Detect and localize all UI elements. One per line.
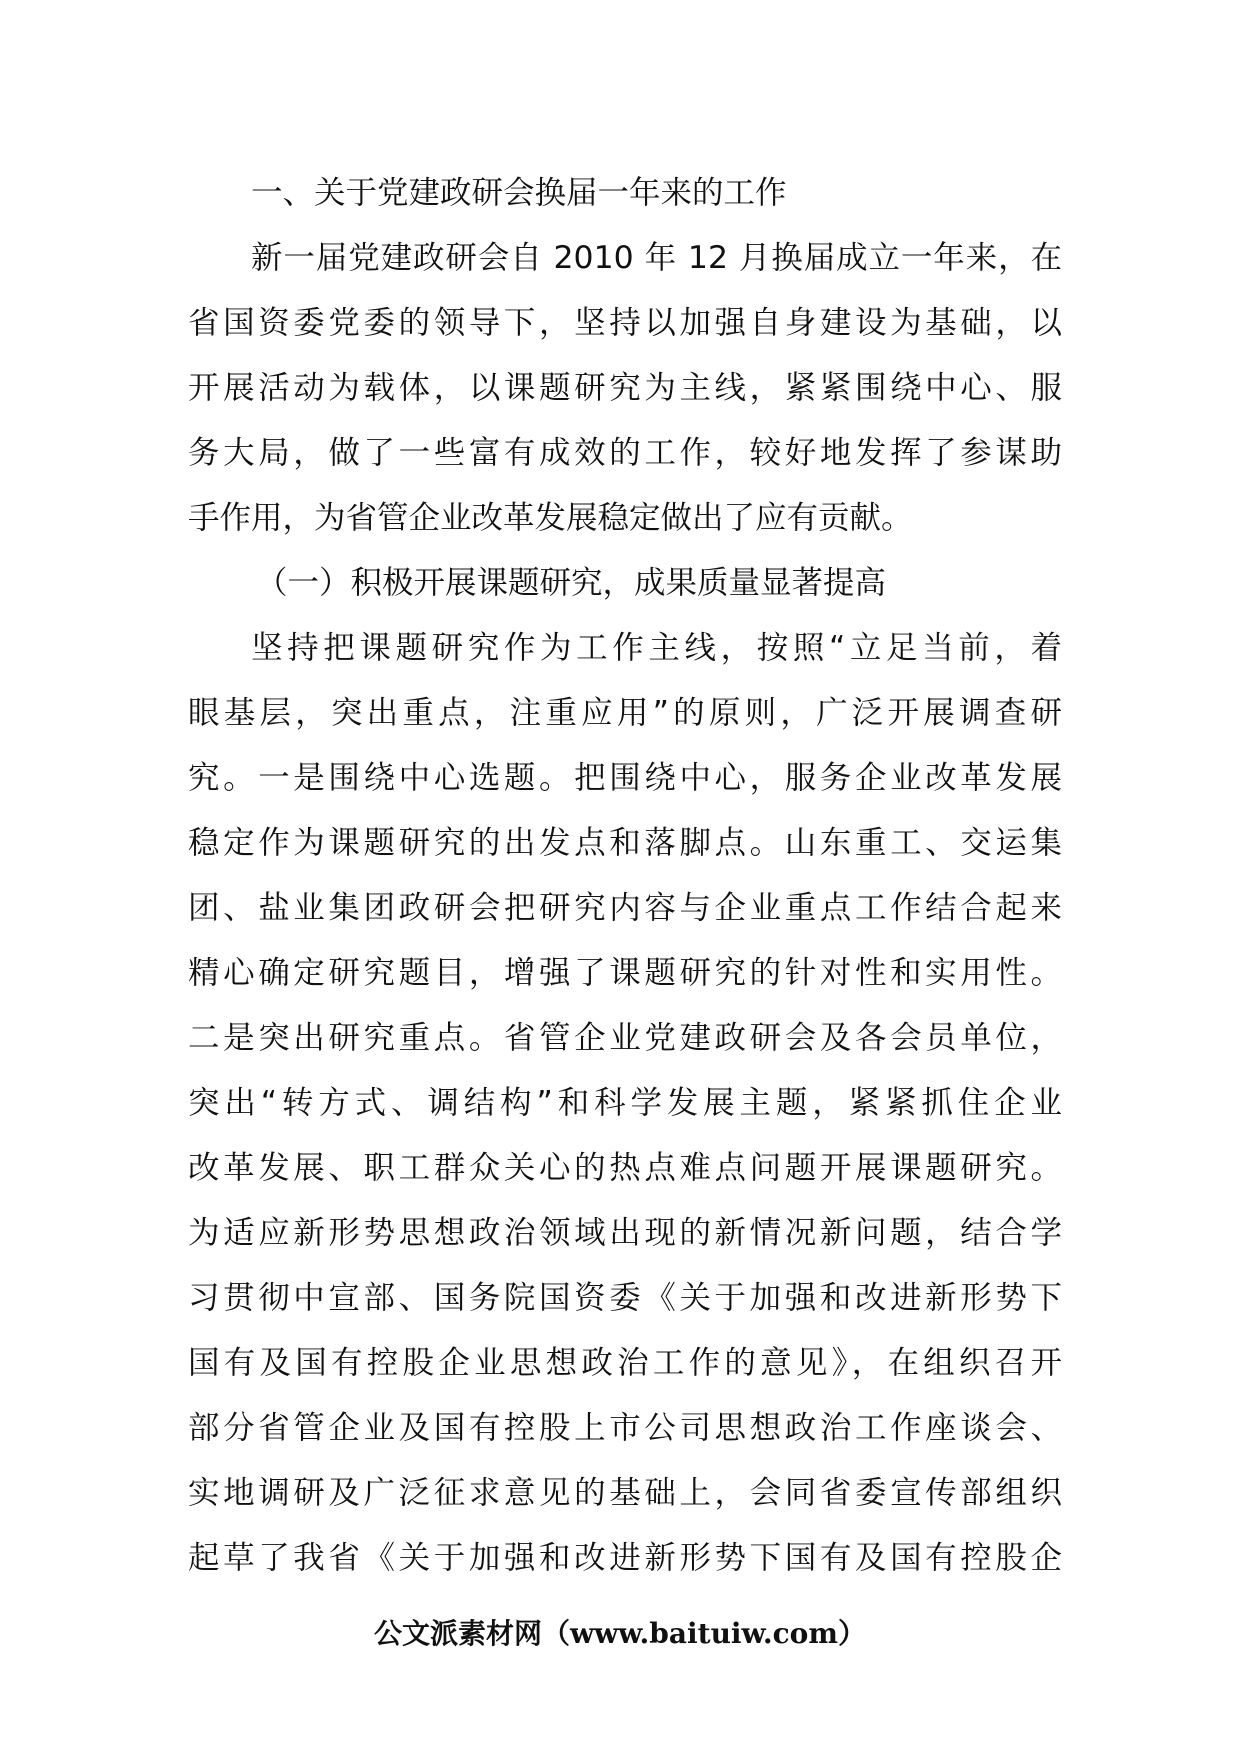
paragraph-line: 改革发展、职工群众关心的热点难点问题开展课题研究。 (188, 1150, 1062, 1186)
paragraph-line: 二是突出研究重点。省管企业党建政研会及各会员单位， (188, 1020, 1062, 1056)
paragraph-line: 为适应新形势思想政治领域出现的新情况新问题，结合学 (188, 1215, 1062, 1251)
paragraph-line: 眼基层，突出重点，注重应用”的原则，广泛开展调查研 (188, 695, 1062, 731)
paragraph-line: 开展活动为载体，以课题研究为主线，紧紧围绕中心、服 (188, 370, 1062, 406)
paragraph-line: 习贯彻中宣部、国务院国资委《关于加强和改进新形势下 (188, 1280, 1062, 1316)
paragraph-line: 团、盐业集团政研会把研究内容与企业重点工作结合起来 (188, 890, 1062, 926)
paragraph-line: 精心确定研究题目，增强了课题研究的针对性和实用性。 (188, 955, 1062, 991)
paragraph-line: 实地调研及广泛征求意见的基础上，会同省委宣传部组织 (188, 1475, 1062, 1511)
section-heading: 一、关于党建政研会换届一年来的工作 (251, 175, 787, 211)
document-body (188, 161, 1062, 1591)
paragraph-line: 坚持把课题研究作为工作主线，按照“立足当前，着 (251, 630, 1062, 666)
footer-watermark: 公文派素材网（www.baituiw.com） (374, 1617, 866, 1650)
paragraph-line: 省国资委党委的领导下，坚持以加强自身建设为基础，以 (188, 305, 1062, 341)
paragraph-line: 究。一是围绕中心选题。把围绕中心，服务企业改革发展 (188, 760, 1062, 796)
subsection-heading: （一）积极开展课题研究，成果质量显著提高 (256, 565, 887, 601)
paragraph-line: 起草了我省《关于加强和改进新形势下国有及国有控股企 (188, 1540, 1062, 1576)
paragraph-line: 国有及国有控股企业思想政治工作的意见》，在组织召开 (188, 1345, 1062, 1381)
paragraph-line: 部分省管企业及国有控股上市公司思想政治工作座谈会、 (188, 1410, 1062, 1446)
paragraph-line: 手作用，为省管企业改革发展稳定做出了应有贡献。 (188, 500, 913, 536)
paragraph-line: 务大局，做了一些富有成效的工作，较好地发挥了参谋助 (188, 435, 1062, 471)
paragraph-line: 稳定作为课题研究的出发点和落脚点。山东重工、交运集 (188, 825, 1062, 861)
paragraph-line: 新一届党建政研会自 2010 年 12 月换届成立一年来，在 (251, 240, 1062, 276)
paragraph-line: 突出“转方式、调结构”和科学发展主题，紧紧抓住企业 (188, 1085, 1062, 1121)
